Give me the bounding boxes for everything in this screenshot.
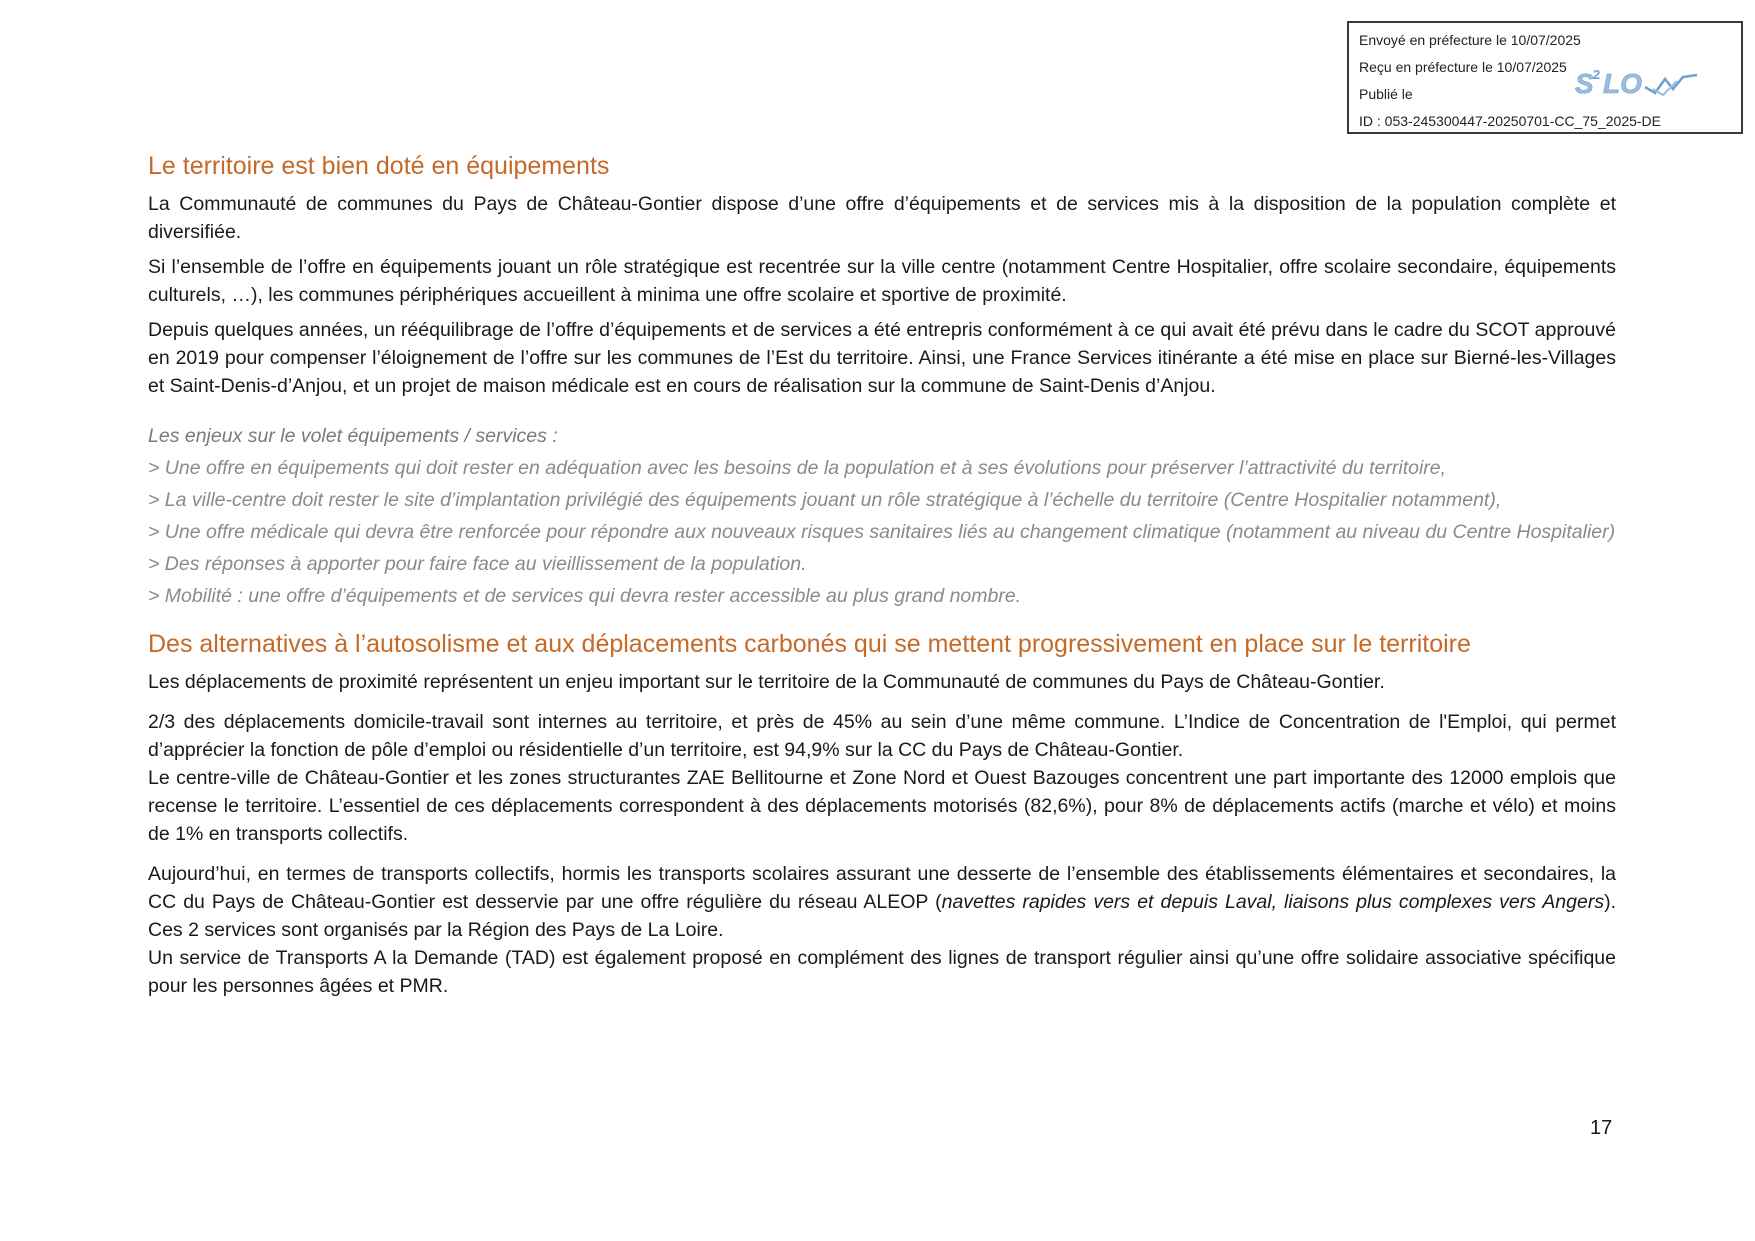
section1-paragraph: Si l’ensemble de l’offre en équipements jouant un rôle stratégique est recentrée sur la ville centre (notamment Centre Hospitalier, offre scolaire secondaire, équipements culturels, …), les communes périphériques accueillent à minima une offre scolaire et sportive de proximité. [148,256,1616,306]
section1-heading: Le territoire est bien doté en équipements [148,152,610,180]
section2-paragraph-2: 2/3 des déplacements domicile-travail sont internes au territoire, et près de 45% au sein d’une même commune. L’Indice de Concentration de l'Emploi, qui permet d’apprécier la fonction de pôle d’emploi ou résidentielle d’un territoire, est 94,9% sur la CC du Pays de Château-Gontier. [148,711,1616,761]
stamp-received: Reçu en préfecture le 10/07/2025 [1359,59,1567,75]
issues-list [148,422,1616,610]
section2-paragraph-5: Un service de Transports A la Demande (TAD) est également proposé en complément des lignes de transport régulier ainsi qu’une offre solidaire associative spécifique pour les personnes âgées et PMR. [148,947,1616,997]
issue-item: > Mobilité : une offre d’équipements et de services qui devra rester accessible au plus grand nombre. [148,585,1022,607]
section2-paragraph-4: Aujourd’hui, en termes de transports collectifs, hormis les transports scolaires assurant une desserte de l’ensemble des établissements élémentaires et secondaires, la CC du Pays de Château-Gontier est desservie par une offre régulière du réseau ALEOP (navettes rapides vers et depuis Laval, liaisons plus complexes vers Angers). Ces 2 services sont organisés par la Région des Pays de La Loire. [148,863,1616,941]
highlight-proximity: déplacements de proximité [184,671,418,693]
stamp-id: ID : 053-245300447-20250701-CC_75_2025-DE [1359,113,1661,129]
highlight-transports: transports collectifs [381,863,550,885]
svg-text:LO: LO [1603,68,1642,99]
stamp-published: Publié le [1359,86,1413,102]
svg-text:2: 2 [1593,67,1601,82]
page-body [148,150,1616,1007]
aleop-detail: navettes rapides vers et depuis Laval, liaisons plus complexes vers Angers [941,891,1605,913]
s2lo-logo [1573,65,1703,101]
highlight-tad: service de Transports A la Demande (TAD) [179,947,556,969]
issue-item: > Des réponses à apporter pour faire face au vieillissement de la population. [148,553,807,575]
issue-item: > La ville-centre doit rester le site d’implantation privilégié des équipements jouant un rôle stratégique à l’échelle du territoire (Centre Hospitalier notamment), [148,489,1502,511]
section2-heading: Des alternatives à l’autosolisme et aux déplacements carbonés qui se mettent progressivement en place sur le territoire [148,630,1471,658]
section1-paragraph: Depuis quelques années, un rééquilibrage de l’offre d’équipements et de services a été entrepris conformément à ce qui avait été prévu dans le cadre du SCOT approuvé en 2019 pour compenser l’éloignement de l’offre sur les communes de l’Est du territoire. Ainsi, une France Services itinérante a été mise en place sur Bierné-les-Villages et Saint-Denis-d’Anjou, et un projet de maison médicale est en cours de réalisation sur la commune de Saint-Denis d’Anjou. [148,319,1616,397]
prefecture-stamp [1347,21,1743,134]
stamp-sent: Envoyé en préfecture le 10/07/2025 [1359,32,1581,48]
svg-text:S: S [1575,68,1594,99]
section1-paragraph: La Communauté de communes du Pays de Château-Gontier dispose d’une offre d’équipements et de services mis à la disposition de la population complète et diversifiée. [148,193,1616,243]
issues-title: Les enjeux sur le volet équipements / services : [148,425,558,447]
issue-item: > Une offre médicale qui devra être renforcée pour répondre aux nouveaux risques sanitaires liés au changement climatique (notamment au niveau du Centre Hospitalier) [148,521,1616,543]
section2 [148,628,1616,1000]
page-number: 17 [1590,1117,1613,1139]
section2-paragraph-3: Le centre-ville de Château-Gontier et les zones structurantes ZAE Bellitourne et Zone Nord et Ouest Bazouges concentrent une part importante des 12000 emplois que recense le territoire. L’essentiel de ces déplacements correspondent à des déplacements motorisés (82,6%), pour 8% de déplacements actifs (marche et vélo) et moins de 1% en transports collectifs. [148,767,1616,845]
issue-item: > Une offre en équipements qui doit rester en adéquation avec les besoins de la population et à ses évolutions pour préserver l’attractivité du territoire, [148,457,1447,479]
section2-paragraph-1: Les déplacements de proximité représentent un enjeu important sur le territoire de la Communauté de communes du Pays de Château-Gontier. [148,671,1385,693]
